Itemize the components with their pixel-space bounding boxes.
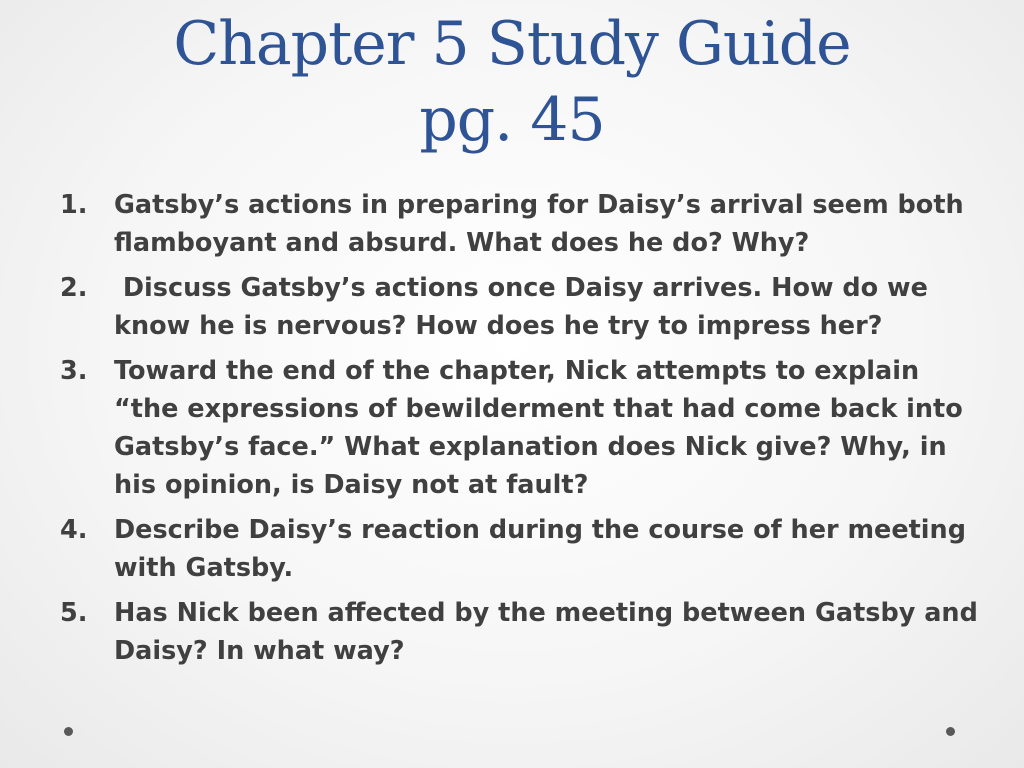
- question-number: 3.: [60, 356, 88, 386]
- question-number: 4.: [60, 515, 88, 545]
- question-item: [60, 269, 980, 345]
- question-list: [60, 186, 980, 677]
- question-item: [60, 511, 980, 587]
- question-text: Has Nick been affected by the meeting between Gatsby and Daisy? In what way?: [114, 598, 978, 666]
- question-number: 1.: [60, 190, 88, 220]
- title-line-1: Chapter 5 Study Guide: [173, 9, 851, 79]
- question-item: [60, 594, 980, 670]
- decorative-dot-left: [64, 727, 73, 736]
- decorative-dot-right: [946, 727, 955, 736]
- question-text: Discuss Gatsby’s actions once Daisy arrives. How do we know he is nervous? How does he try to impress her?: [114, 273, 937, 341]
- title-line-2: pg. 45: [419, 85, 605, 155]
- question-text: Toward the end of the chapter, Nick attempts to explain “the expressions of bewilderment that had come back into Gatsby’s face.” What explanation does Nick give? Why, in his opinion, is Daisy not at fault?: [114, 356, 963, 500]
- question-number: 2.: [60, 273, 88, 303]
- question-item: [60, 186, 980, 262]
- question-text: Describe Daisy’s reaction during the course of her meeting with Gatsby.: [114, 515, 966, 583]
- question-item: [60, 352, 980, 504]
- slide-title: [0, 6, 1024, 158]
- question-number: 5.: [60, 598, 88, 628]
- question-text: Gatsby’s actions in preparing for Daisy’s arrival seem both flamboyant and absurd. What does he do? Why?: [114, 190, 964, 258]
